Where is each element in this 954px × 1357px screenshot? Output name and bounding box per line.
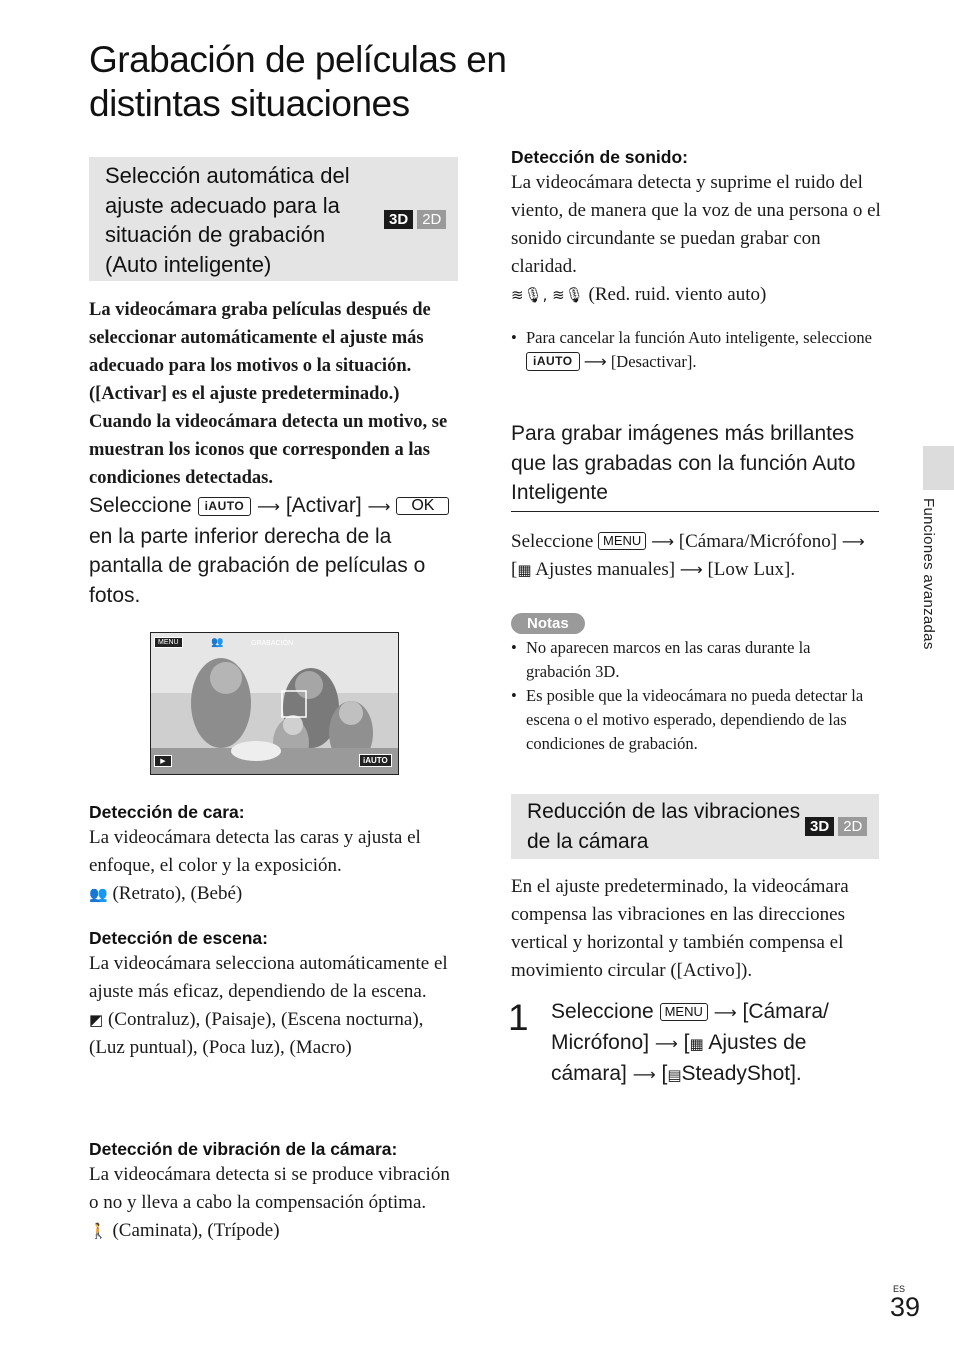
side-tab	[923, 446, 954, 490]
instruction-activar: [Activar]	[285, 494, 362, 517]
face-detection-icons: 👥 (Retrato), (Bebé)	[89, 883, 243, 904]
arrow-icon: ⟶	[367, 497, 391, 516]
step-number: 1	[508, 997, 529, 1038]
stabilization-text: En el ajuste predeterminado, la videocámara compensa las vibraciones en las direcciones vertical y horizontal y también compensa el movimiento circular ([Activo]).	[511, 876, 849, 981]
notes-label: Notas	[511, 613, 585, 634]
camera-screen-illustration	[150, 632, 399, 775]
shake-detection-icons: 🚶 (Caminata), (Trípode)	[89, 1220, 280, 1241]
scene-detection-block	[89, 926, 461, 1062]
arrow-icon: ⟶	[632, 1065, 656, 1084]
cancel-note	[511, 326, 881, 374]
badges-3d-2d	[384, 210, 446, 229]
face-detection-heading: Detección de cara:	[89, 802, 245, 822]
sound-detection-text: La videocámara detecta y suprime el ruido del viento, de manera que la voz de una persona o el sonido circundante se puedan grabar con claridad.	[511, 172, 881, 277]
arrow-icon: ⟶	[679, 560, 703, 579]
portrait-icon: 👥	[211, 637, 224, 648]
note-item: • No aparecen marcos en las caras durante la grabación 3D.	[511, 636, 879, 684]
badges-3d-2d	[805, 817, 867, 836]
screen-rec-label: GRABACIÓN	[251, 640, 294, 647]
ok-key: OK	[396, 497, 449, 515]
arrow-icon: ⟶	[651, 532, 675, 551]
section-header-stabilization	[511, 794, 879, 859]
face-detection-text: La videocámara detecta las caras y ajusta el enfoque, el color y la exposición.	[89, 827, 421, 876]
instruction-paragraph	[89, 491, 461, 610]
shake-detection-block	[89, 1137, 461, 1245]
face-detection-block	[89, 800, 461, 908]
arrow-icon: ⟶	[257, 497, 280, 516]
note-item: • Es posible que la videocámara no pueda detectar la escena o el motivo esperado, dependiendo de las condiciones de grabación.	[511, 684, 879, 756]
language-code: ES	[893, 1284, 906, 1294]
cancel-note-item: • Para cancelar la función Auto inteligente, seleccione iAUTO ⟶ [Desactivar].	[511, 326, 881, 374]
scene-detection-text: La videocámara selecciona automáticamente el ajuste más eficaz, dependiendo de la escena.	[89, 953, 448, 1002]
backlight-icon: ◩	[89, 1011, 104, 1029]
intro-paragraph: La videocámara graba películas después de seleccionar automáticamente el ajuste más adecuado para los motivos o la situación. ([Activar] es el ajuste predeterminado.) Cuando la videocámara detecta un motivo, se muestran los iconos que corresponden a las condiciones detectadas.	[89, 300, 448, 488]
screen-menu-button: MENU	[154, 637, 183, 648]
instruction-rest: en la parte inferior derecha de la pantalla de grabación de películas o fotos.	[89, 524, 426, 607]
shake-detection-text: La videocámara detecta si se produce vibración o no y lleva a cabo la compensación óptima.	[89, 1164, 450, 1213]
bright-section-title: Para grabar imágenes más brillantes que las grabadas con la función Auto Inteligente	[511, 419, 879, 512]
steadyshot-icon: ▤	[667, 1066, 682, 1084]
arrow-icon: ⟶	[713, 1003, 737, 1022]
step-instruction: Seleccione MENU ⟶ [Cámara/ Micrófono] ⟶ [▦ Ajustes de cámara] ⟶ [▤SteadyShot].	[551, 1000, 829, 1085]
badge-2d: 2D	[417, 210, 446, 229]
sound-detection-heading: Detección de sonido:	[511, 147, 688, 167]
badge-3d: 3D	[805, 817, 834, 836]
sound-detection-block	[511, 145, 881, 309]
arrow-icon: ⟶	[583, 352, 607, 371]
arrow-icon: ⟶	[654, 1033, 678, 1053]
manual-settings-icon: ▦	[517, 561, 532, 579]
screen-iauto-button: iAUTO	[359, 754, 392, 767]
section-title-auto: Selección automática del ajuste adecuado para la situación de grabación (Auto inteligente)	[105, 163, 350, 277]
page-number: 39	[890, 1292, 921, 1322]
wind-noise-icon: ≋🎙, ≋🎙	[511, 286, 584, 304]
scene-detection-heading: Detección de escena:	[89, 928, 268, 948]
badge-2d: 2D	[838, 817, 867, 836]
family-photo	[151, 633, 398, 774]
side-section-label: Funciones avanzadas	[920, 498, 937, 650]
instruction-select: Seleccione	[89, 494, 192, 517]
playback-icon: ▶	[154, 755, 172, 767]
bright-section-instruction: Seleccione MENU ⟶ [Cámara/Micrófono] ⟶ [▦ Ajustes manuales] ⟶ [Low Lux].	[511, 531, 865, 580]
iauto-key: iAUTO	[198, 497, 252, 516]
iauto-key: iAUTO	[526, 352, 580, 371]
scene-detection-icons: ◩ (Contraluz), (Paisaje), (Escena nocturna), (Luz puntual), (Poca luz), (Macro)	[89, 1009, 424, 1058]
menu-key: MENU	[598, 532, 646, 550]
menu-key: MENU	[660, 1003, 708, 1021]
section-title-stabilization: Reducción de las vibraciones de la cámara	[527, 800, 801, 853]
portrait-icon: 👥	[89, 885, 108, 903]
sound-detection-icons: ≋🎙, ≋🎙 (Red. ruid. viento auto)	[511, 284, 767, 305]
shake-detection-heading: Detección de vibración de la cámara:	[89, 1139, 398, 1159]
badge-3d: 3D	[384, 210, 413, 229]
section-header-auto	[89, 157, 458, 281]
notes-block	[511, 613, 879, 756]
arrow-icon: ⟶	[841, 532, 865, 551]
page-title: Grabación de películas en distintas situaciones	[89, 39, 507, 124]
camera-settings-icon: ▦	[689, 1034, 704, 1053]
walking-icon: 🚶	[89, 1222, 108, 1240]
